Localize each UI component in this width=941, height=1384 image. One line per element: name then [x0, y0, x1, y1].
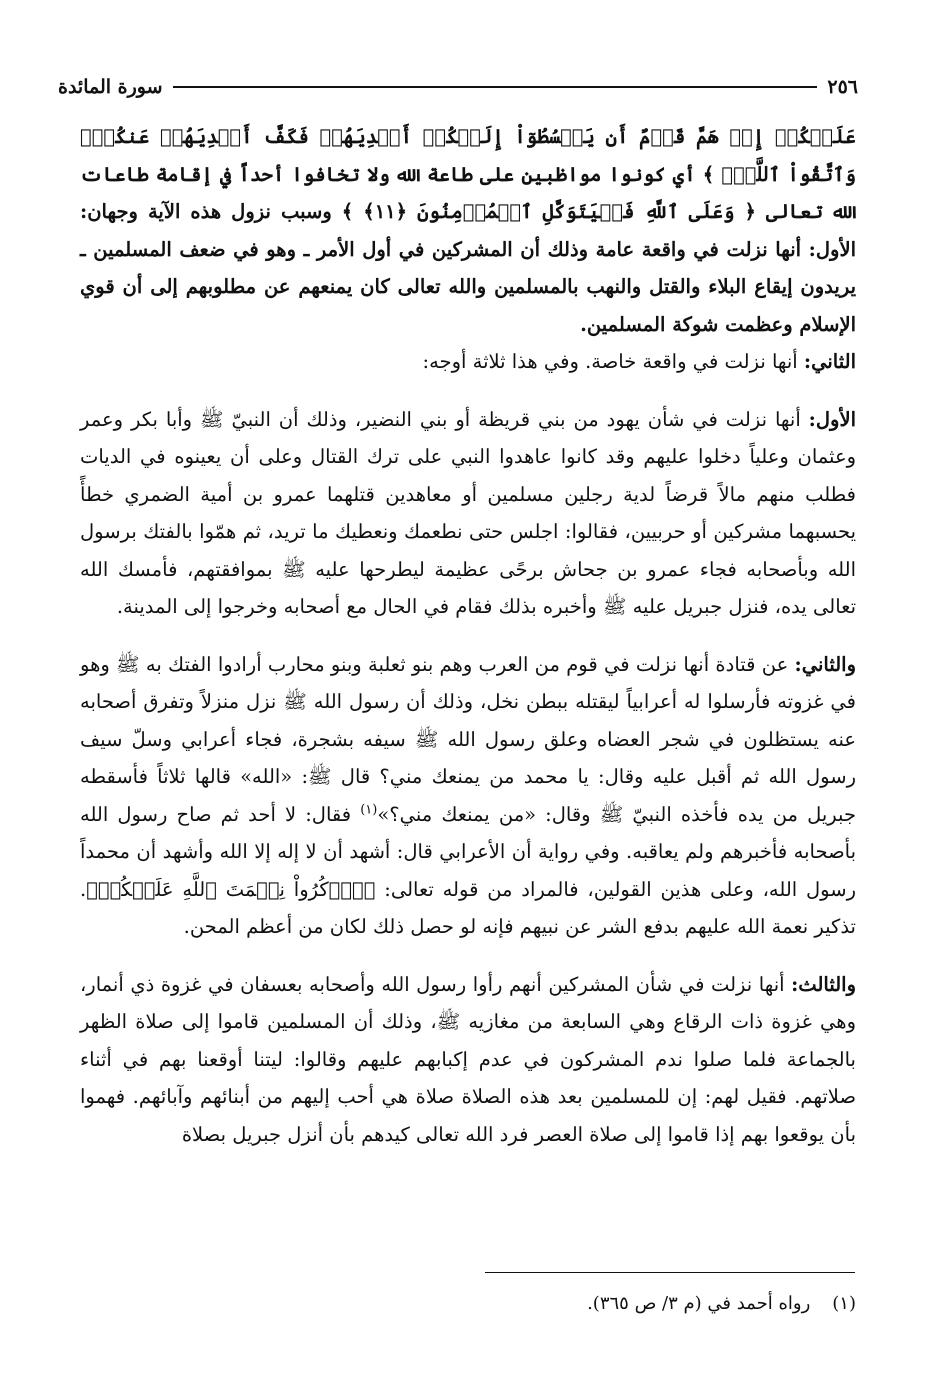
footnote — [80, 1290, 856, 1318]
footnote-reference[interactable]: (١) — [360, 802, 378, 817]
page-number: ٢٥٦ — [827, 76, 858, 98]
page-header — [58, 72, 858, 102]
paragraph-4-text-a: عن قتادة أنها نزلت في قوم من العرب وهم بنو ثعلبة وبنو محارب أرادوا الفتك به ﷺ وهو في غزوته فأرسلوا له أعرابياً ليقتله ببطن نخل، وذلك أن رسول الله ﷺ نزل منزلاً وتفرق أصحابه عنه يستظلون في شجر العضاه وعلق رسول الله ﷺ سيفه بشجرة، فجاء أعرابي وسلّ سيف رسول الله ثم أقبل عليه وقال: يا محمد من يمنعك مني؟ قال ﷺ: «الله» قالها ثلاثاً فأسقطه جبريل من يده فأخذه النبيّ ﷺ وقال: «من يمنعك مني؟» — [80, 652, 856, 826]
paragraph-5 — [80, 966, 856, 1154]
paragraph-1-text: عَلَيۡكُمۡ إِذۡ هَمَّ قَوۡمٌ أَن يَبۡسُطُوٓاْ إِلَيۡكُمۡ أَيۡدِيَهُمۡ فَكَفَّ أَيۡدِيَهُمۡ عَنكُمۡۖ وَٱتَّقُواْ ٱللَّهَۚ ﴾ أي كونوا مواظبين على طاعة الله ولا تخافوا أحداً في إقامة طاعات الله تعالى ﴿ وَعَلَى ٱللَّهِ فَلۡيَتَوَكَّلِ ٱلۡمُؤۡمِنُونَ ﴿١١﴾ ﴾ وسبب نزول هذه الآية وجهان: الأول: أنها نزلت في واقعة عامة وذلك أن المشركين في أول الأمر ـ وهو في ضعف المسلمين ـ يريدون إيقاع البلاء والقتل والنهب بالمسلمين والله تعالى كان يمنعهم عن مطلوبهم إلى أن قوي الإسلام وعظمت شوكة المسلمين. — [80, 125, 857, 336]
paragraph-2 — [80, 343, 856, 381]
footnote-number: (١) — [832, 1293, 856, 1314]
paragraph-2-text: أنها نزلت في واقعة خاصة. وفي هذا ثلاثة أوجه: — [422, 350, 804, 373]
paragraph-5-lead: والثالث: — [791, 972, 856, 996]
paragraph-5-text: أنها نزلت في شأن المشركين أنهم رأوا رسول الله وأصحابه بعسفان في غزوة ذي أنمار، وهي غزوة ذات الرقاع وهي السابعة من مغازيه ﷺ، وذلك أن المسلمين قاموا إلى صلاة الظهر بالجماعة فلما صلوا ندم المشركون في عدم إكبابهم عليهم وقالوا: ليتنا أوقعنا بهم في أثناء صلاتهم. فقيل لهم: إن للمسلمين بعد هذه الصلاة صلاة هي أحب إليهم من أبنائهم وآبائهم. فهموا بأن يوقعوا بهم إذا قاموا إلى صلاة العصر فرد الله تعالى كيدهم بأن أنزل جبريل بصلاة — [80, 972, 856, 1146]
paragraph-1 — [80, 118, 856, 343]
paragraph-4 — [80, 646, 856, 946]
header-rule — [173, 86, 818, 88]
page-body — [80, 118, 856, 1153]
footnote-text: رواه أحمد في (م ٣/ ص ٣٦٥). — [587, 1293, 811, 1314]
paragraph-2-lead: الثاني: — [803, 350, 856, 373]
paragraph-3-lead: الأول: — [808, 407, 856, 431]
paragraph-3-text: أنها نزلت في شأن يهود من بني قريظة أو بني النضير، وذلك أن النبيّ ﷺ وأبا بكر وعمر وعثمان وعلياً دخلوا عليهم وقد كانوا عاهدوا النبي على ترك القتال وعلى أن يعينوه في الديات فطلب منهم مالاً قرضاً لدية رجلين مسلمين أو معاهدين قتلهما عمرو بن أمية الضمري خطأً يحسبهما مشركين أو حربيين، فقالوا: اجلس حتى نطعمك ونعطيك ما تريد، ثم همّوا بالفتك برسول الله وبأصحابه فجاء عمرو بن جحاش برحًى عظيمة ليطرحها عليه ﷺ بموافقتهم، فأمسك الله تعالى يده، فنزل جبريل عليه ﷺ وأخبره بذلك فقام في الحال مع أصحابه وخرجوا إلى المدينة. — [80, 407, 856, 618]
footnote-divider — [485, 1272, 855, 1273]
paragraph-3 — [80, 401, 856, 626]
paragraph-4-text-b: فقال: لا أحد ثم صاح رسول الله بأصحابه فأخبرهم ولم يعاقبه. وفي رواية أن الأعرابي قال: أشهد أن لا إله إلا الله وأشهد أن محمداً رسول الله، وعلى هذين القولين، فالمراد من قوله تعالى: ﴿ٱذۡكُرُواْ نِعۡمَتَ ٱللَّهِ عَلَيۡكُمۡ﴾. تذكير نعمة الله عليهم بدفع الشر عن نبيهم فإنه لو حصل ذلك لكان من أعظم المحن. — [80, 802, 856, 938]
surah-title: سورة المائدة — [58, 76, 163, 98]
paragraph-4-lead: والثاني: — [794, 652, 856, 676]
